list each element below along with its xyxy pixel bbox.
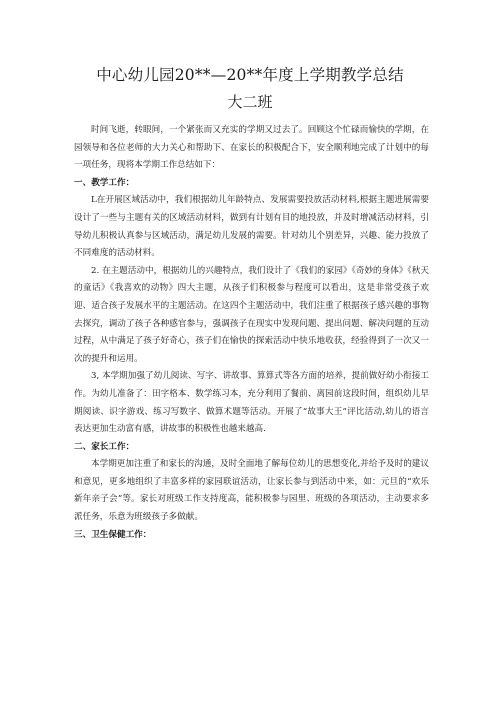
section-heading-teaching: 一、教学工作：: [74, 177, 135, 188]
intro-paragraph: 时间飞逝，转眼间，一个紧张而又充实的学期又过去了。回顾这个忙碌而愉快的学期，在园领导和各位老师的大力关心和帮助下、在家长的积极配合下，安全顺利地完成了计划中的每一项任务，现将本学期工作总结如下：: [74, 125, 429, 171]
document-subtitle: 大二班: [227, 93, 273, 111]
parents-paragraph-1: 本学期更加注重了和家长的沟通，及时全面地了解每位幼儿的思想变化,并给予及时的建议和意见，更多地组织了丰富多样的家园联谊活动，让家长参与到活动中来，如：元旦的“欢乐新年亲子会”等。家长对班级工作支持度高，能积极参与园里、班级的各项活动，主动要求多派任务，乐意为班级孩子多做献。: [74, 459, 429, 523]
document-body: [74, 122, 429, 544]
section-heading-health: 三、卫生保健工作：: [74, 529, 152, 540]
section-heading-parents: 二、家长工作：: [74, 441, 135, 452]
teaching-paragraph-2: 2. 在主题活动中，根据幼儿的兴趣特点，我们设计了《我们的家园》《奇妙的身体》《秋天的童话》《我喜欢的动物》四大主题，从孩子们积极参与程度可以看出，这是非常受孩子欢迎、适合孩子发展水平的主题活动。在这四个主题活动中，我们注重了根据孩子感兴趣的事物去探究，调动了孩子各种感官参与，强调孩子在现实中发现问题、提出问题、解决问题的互动过程，从中满足了孩子好奇心，孩子们在愉快的探索活动中快乐地收获，经验得到了一次又一次的提升和运用。: [74, 265, 429, 364]
teaching-paragraph-1: L在开展区域活动中，我们根据幼儿年龄特点、发展需要投放活动材料,根据主题进展需要设计了一些与主题有关的区域活动材料，做到有计划有目的地投放，并及时增减活动材料，引导幼儿积极认真参与区域活动，满足幼儿发展的需要。针对幼儿个别差异，兴趣、能力投放了不同难度的活动材料。: [74, 195, 429, 259]
teaching-paragraph-3: 3, 本学期加强了幼儿阅读、写字、讲故事、算算式等各方面的培养，提前做好幼小衔接工作。为幼儿准备了：田字格本、数学练习本，充分利用了餐前、离园前这段时间，组织幼儿早期阅读、识字游戏、练习写数字、做算术题等活动。开展了“故事大王”评比活动,幼儿的语言表达更加生动富有感，讲故事的积极性也越来越高.: [74, 371, 429, 435]
document-title: 中心幼儿园20**—20**年度上学期教学总结: [96, 66, 404, 84]
